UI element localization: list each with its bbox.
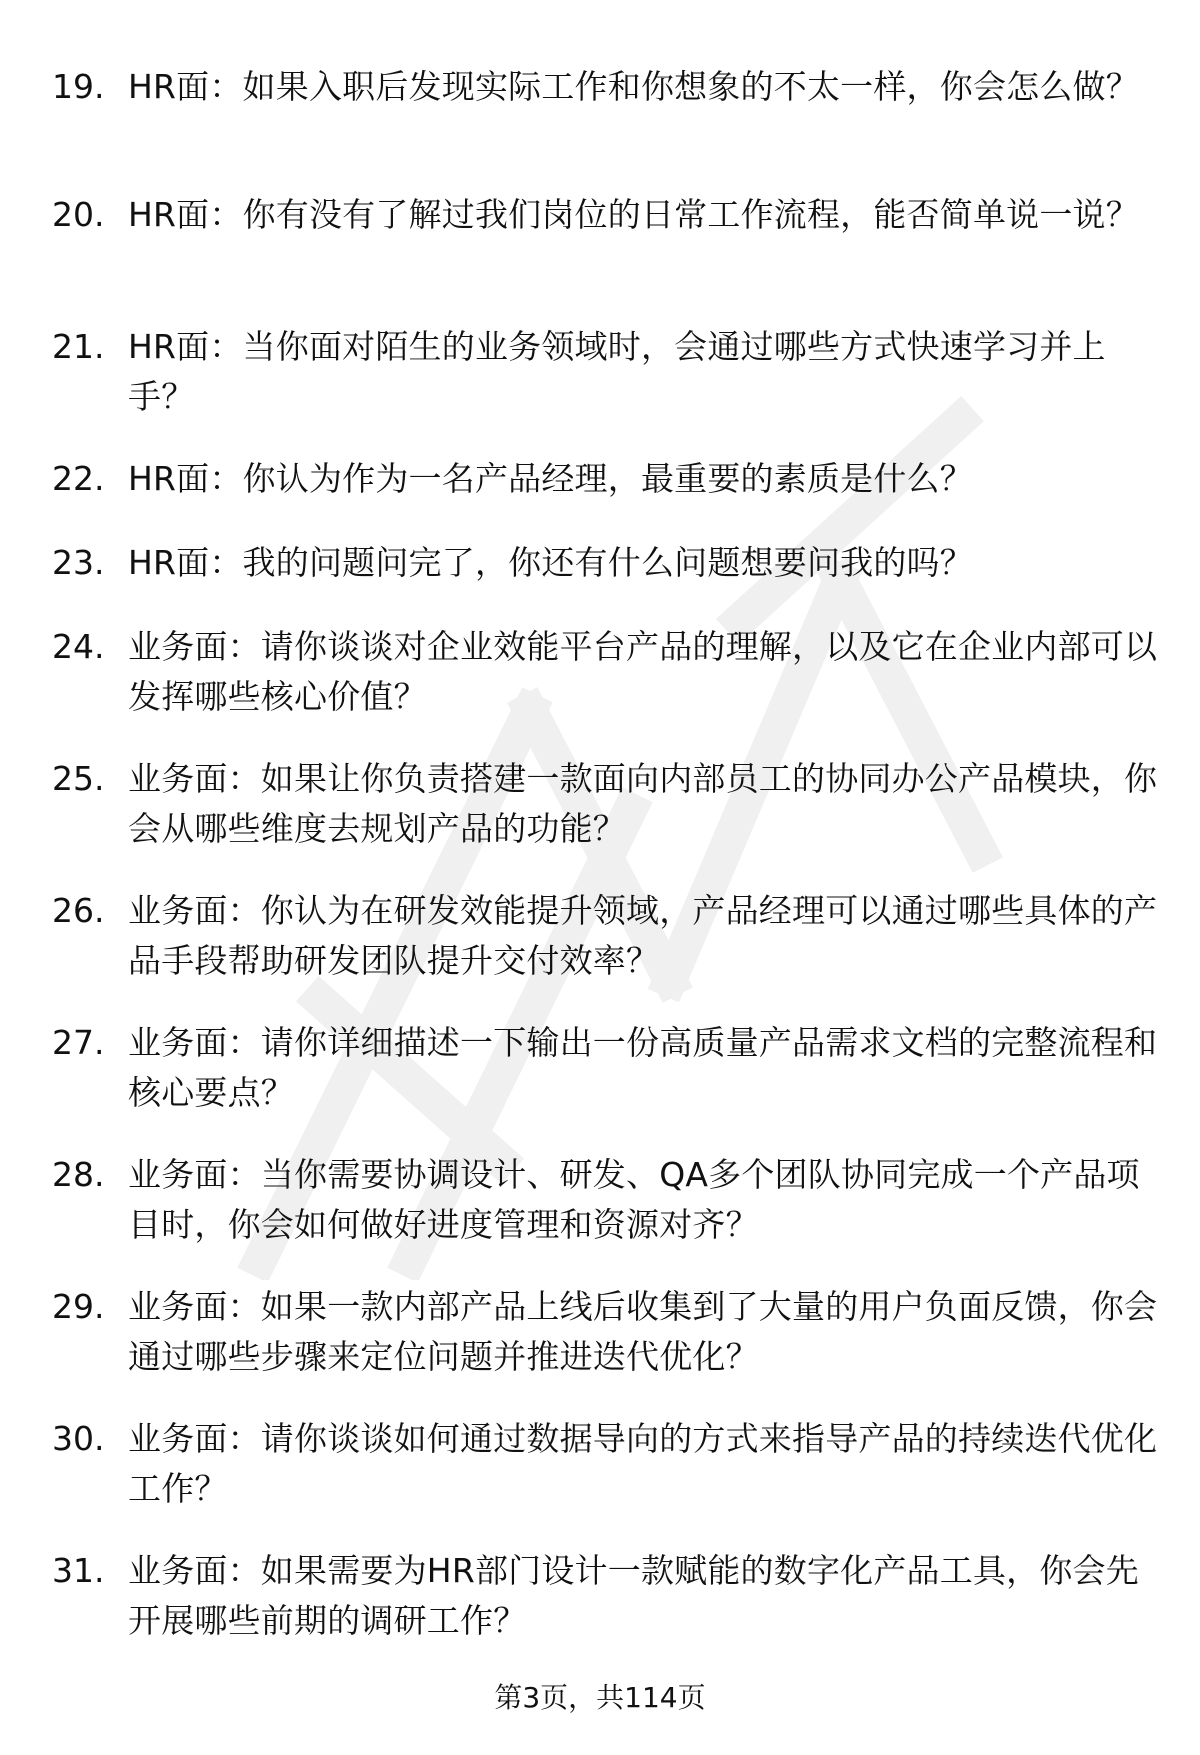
question-text: HR面：如果入职后发现实际工作和你想象的不太一样，你会怎么做？: [128, 67, 1139, 106]
question-number: 31.: [52, 1551, 105, 1590]
question-number: 26.: [52, 891, 105, 930]
question-number: 21.: [52, 327, 105, 366]
question-text: 业务面：如果让你负责搭建一款面向内部员工的协同办公产品模块，你会从哪些维度去规划产品的功能？: [128, 759, 1158, 848]
question-number: 27.: [52, 1023, 105, 1062]
question-text: 业务面：如果一款内部产品上线后收集到了大量的用户负面反馈，你会通过哪些步骤来定位问题并推进迭代优化？: [128, 1287, 1158, 1376]
question-text: HR面：你认为作为一名产品经理，最重要的素质是什么？: [128, 459, 973, 498]
question-number: 23.: [52, 543, 105, 582]
question-text: 业务面：你认为在研发效能提升领域，产品经理可以通过哪些具体的产品手段帮助研发团队提升交付效率？: [128, 891, 1158, 980]
question-text: 业务面：请你谈谈对企业效能平台产品的理解，以及它在企业内部可以发挥哪些核心价值？: [128, 627, 1158, 716]
question-number: 24.: [52, 627, 105, 666]
question-number: 22.: [52, 459, 105, 498]
question-text: HR面：你有没有了解过我们岗位的日常工作流程，能否简单说一说？: [128, 195, 1139, 234]
question-number: 28.: [52, 1155, 105, 1194]
question-text: HR面：当你面对陌生的业务领域时，会通过哪些方式快速学习并上手？: [128, 327, 1106, 416]
question-text: HR面：我的问题问完了，你还有什么问题想要问我的吗？: [128, 543, 973, 582]
question-number: 25.: [52, 759, 105, 798]
question-text: 业务面：如果需要为HR部门设计一款赋能的数字化产品工具，你会先开展哪些前期的调研工作？: [128, 1551, 1139, 1640]
question-number: 20.: [52, 195, 105, 234]
question-text: 业务面：请你谈谈如何通过数据导向的方式来指导产品的持续迭代优化工作？: [128, 1419, 1158, 1508]
question-number: 29.: [52, 1287, 105, 1326]
question-number: 19.: [52, 67, 105, 106]
question-text: 业务面：请你详细描述一下输出一份高质量产品需求文档的完整流程和核心要点？: [128, 1023, 1158, 1112]
question-number: 30.: [52, 1419, 105, 1458]
question-text: 业务面：当你需要协调设计、研发、QA多个团队协同完成一个产品项目时，你会如何做好进度管理和资源对齐？: [128, 1155, 1140, 1244]
page-footer: 第3页，共114页: [494, 1681, 706, 1714]
